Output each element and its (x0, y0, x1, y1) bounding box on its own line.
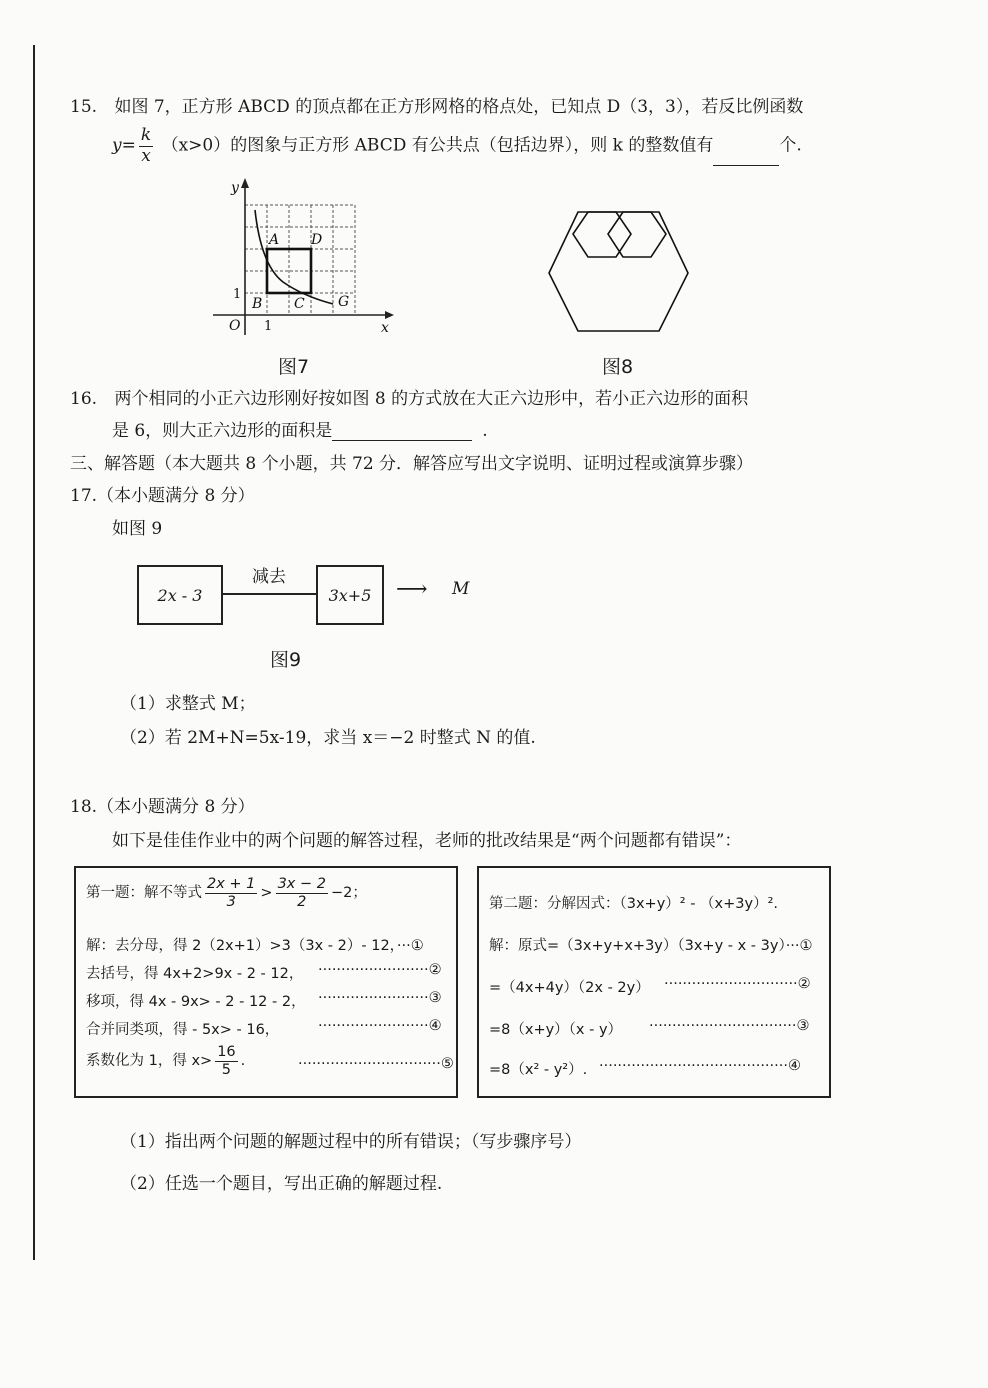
p2-step2 (489, 976, 811, 997)
q17-part2: （2）若 2M+N=5x-19，求当 x＝−2 时整式 N 的值. (120, 728, 536, 748)
p1-step3-dots: ························③ (318, 990, 442, 1006)
p1-step2-dots: ························② (318, 962, 442, 978)
p2-step2-dots: ·····························② (664, 976, 811, 992)
p1-step5-fraction (215, 1044, 237, 1078)
p2-step3-dots: ································③ (649, 1018, 810, 1034)
p1-step5 (86, 1044, 454, 1078)
q15-frac-num: k (140, 125, 152, 145)
p1-s5-den: 5 (221, 1061, 232, 1078)
figure-8-hexagons (540, 205, 700, 335)
q15-line1 (70, 92, 803, 117)
q18-intro: 如下是佳佳作业中的两个问题的解答过程，老师的批改结果是“两个问题都有错误”： (112, 831, 742, 851)
q16-number: 16. (70, 389, 98, 409)
q17-box-2x-minus-3 (137, 565, 223, 625)
p1-f2-den: 2 (297, 893, 307, 910)
fig7-tick-y-1: 1 (233, 287, 242, 302)
q18-problem2-box (477, 866, 831, 1098)
q18-problem1-box (74, 866, 458, 1098)
fig7-x-label: x (381, 320, 389, 336)
q17-result-m: M (452, 579, 470, 599)
q15-text-end: 个. (779, 135, 802, 156)
p1-step1: 解：去分母，得 2（2x+1）>3（3x - 2）- 12，···① (86, 938, 424, 954)
q15-text-1: 如图 7，正方形 ABCD 的顶点都在正方形网格的格点处，已知点 D（3，3），若反比例函数 (114, 97, 804, 117)
p2-step3 (489, 1018, 810, 1039)
p2-title: 第二题：分解因式：（3x+y）² - （x+3y）². (489, 896, 779, 912)
q17-part1: （1）求整式 M； (120, 694, 256, 714)
fig7-y-label: y (231, 180, 239, 196)
section-3-heading: 三、解答题（本大题共 8 个小题，共 72 分．解答应写出文字说明、证明过程或演算步骤） (70, 454, 754, 474)
fig7-point-b: B (252, 296, 263, 312)
fig7-origin-label: O (229, 318, 241, 334)
q15-answer-blank[interactable] (713, 147, 779, 166)
p1-step2-text: 去括号，得 4x+2>9x - 2 - 12， (86, 966, 304, 982)
fig9-caption: 图9 (270, 649, 302, 671)
p1-s5-num: 16 (217, 1044, 236, 1060)
fig7-caption: 图7 (278, 356, 310, 378)
p2-step3-text: =8（x+y）（x - y） (489, 1022, 623, 1038)
q15-fraction (139, 126, 153, 166)
q17-intro: 如图 9 (112, 519, 163, 539)
q16-line1 (70, 384, 748, 409)
q18-header: 18.（本小题满分 8 分） (70, 797, 255, 817)
fig7-point-g: G (338, 294, 350, 310)
p1-step3-text: 移项，得 4x - 9x> - 2 - 12 - 2， (86, 994, 306, 1010)
q18-part2: （2）任选一个题目，写出正确的解题过程. (120, 1174, 443, 1194)
q15-text-2: （x>0）的图象与正方形 ABCD 有公共点（包括边界），则 k 的整数值有 (161, 135, 714, 156)
p1-title-line (86, 876, 367, 910)
q17-box2-text: 3x+5 (328, 585, 372, 605)
fig7-point-d: D (311, 232, 323, 248)
q17-connector-line (221, 593, 316, 595)
figure-7-graph (205, 170, 400, 340)
p1-step5-period: . (240, 1053, 246, 1070)
binding-margin-line (33, 45, 35, 1260)
fig8-caption: 图8 (602, 356, 634, 378)
p1-step2 (86, 962, 442, 983)
p1-tail: −2； (330, 885, 367, 902)
p1-f1-num: 2x + 1 (207, 876, 256, 892)
p1-title: 第一题：解不等式 (86, 885, 202, 902)
p1-step4-text: 合并同类项，得 - 5x> - 16， (86, 1022, 280, 1038)
q17-arrow-icon: ⟶ (396, 577, 428, 602)
q16-text-end: . (482, 421, 488, 441)
q17-box1-text: 2x - 3 (157, 585, 203, 605)
p2-step1: 解：原式=（3x+y+x+3y）（3x+y - x - 3y）···① (489, 938, 813, 954)
q18-part1: （1）指出两个问题的解题过程中的所有错误；（写步骤序号） (120, 1132, 582, 1152)
q15-line2 (112, 126, 802, 166)
q17-box-3x-plus-5 (316, 565, 384, 625)
p1-step3 (86, 990, 442, 1011)
q15-y-eq: y= (112, 135, 136, 156)
q17-connector-label: 减去 (252, 567, 286, 587)
p1-step5-text: 系数化为 1，得 x> (86, 1053, 213, 1070)
q15-frac-den: x (141, 145, 151, 166)
p1-step4 (86, 1018, 442, 1039)
fig7-point-c: C (294, 296, 305, 312)
p2-step4-dots: ·········································④ (599, 1058, 801, 1074)
p1-step4-dots: ························④ (318, 1018, 442, 1034)
p1-f2-num: 3x − 2 (277, 876, 326, 892)
p2-step2-text: =（4x+4y）（2x - 2y） (489, 980, 650, 996)
fig7-tick-x-1: 1 (264, 319, 273, 334)
p2-step4-text: =8（x² - y²）. (489, 1062, 588, 1078)
p1-gt: > (260, 885, 273, 902)
q16-line2 (112, 416, 488, 441)
q15-number: 15. (70, 97, 98, 117)
fig7-point-a: A (269, 232, 280, 248)
p2-step4 (489, 1058, 801, 1079)
q16-text-2: 是 6，则大正六边形的面积是 (112, 421, 333, 441)
p1-fraction-1 (205, 876, 257, 910)
p1-step5-dots: ·······························⑤ (298, 1056, 454, 1072)
q16-answer-blank[interactable] (332, 422, 472, 441)
q17-header: 17.（本小题满分 8 分） (70, 486, 255, 506)
p1-fraction-2 (276, 876, 328, 910)
p1-f1-den: 3 (226, 893, 236, 910)
q16-text-1: 两个相同的小正六边形刚好按如图 8 的方式放在大正六边形中，若小正六边形的面积 (114, 389, 749, 409)
